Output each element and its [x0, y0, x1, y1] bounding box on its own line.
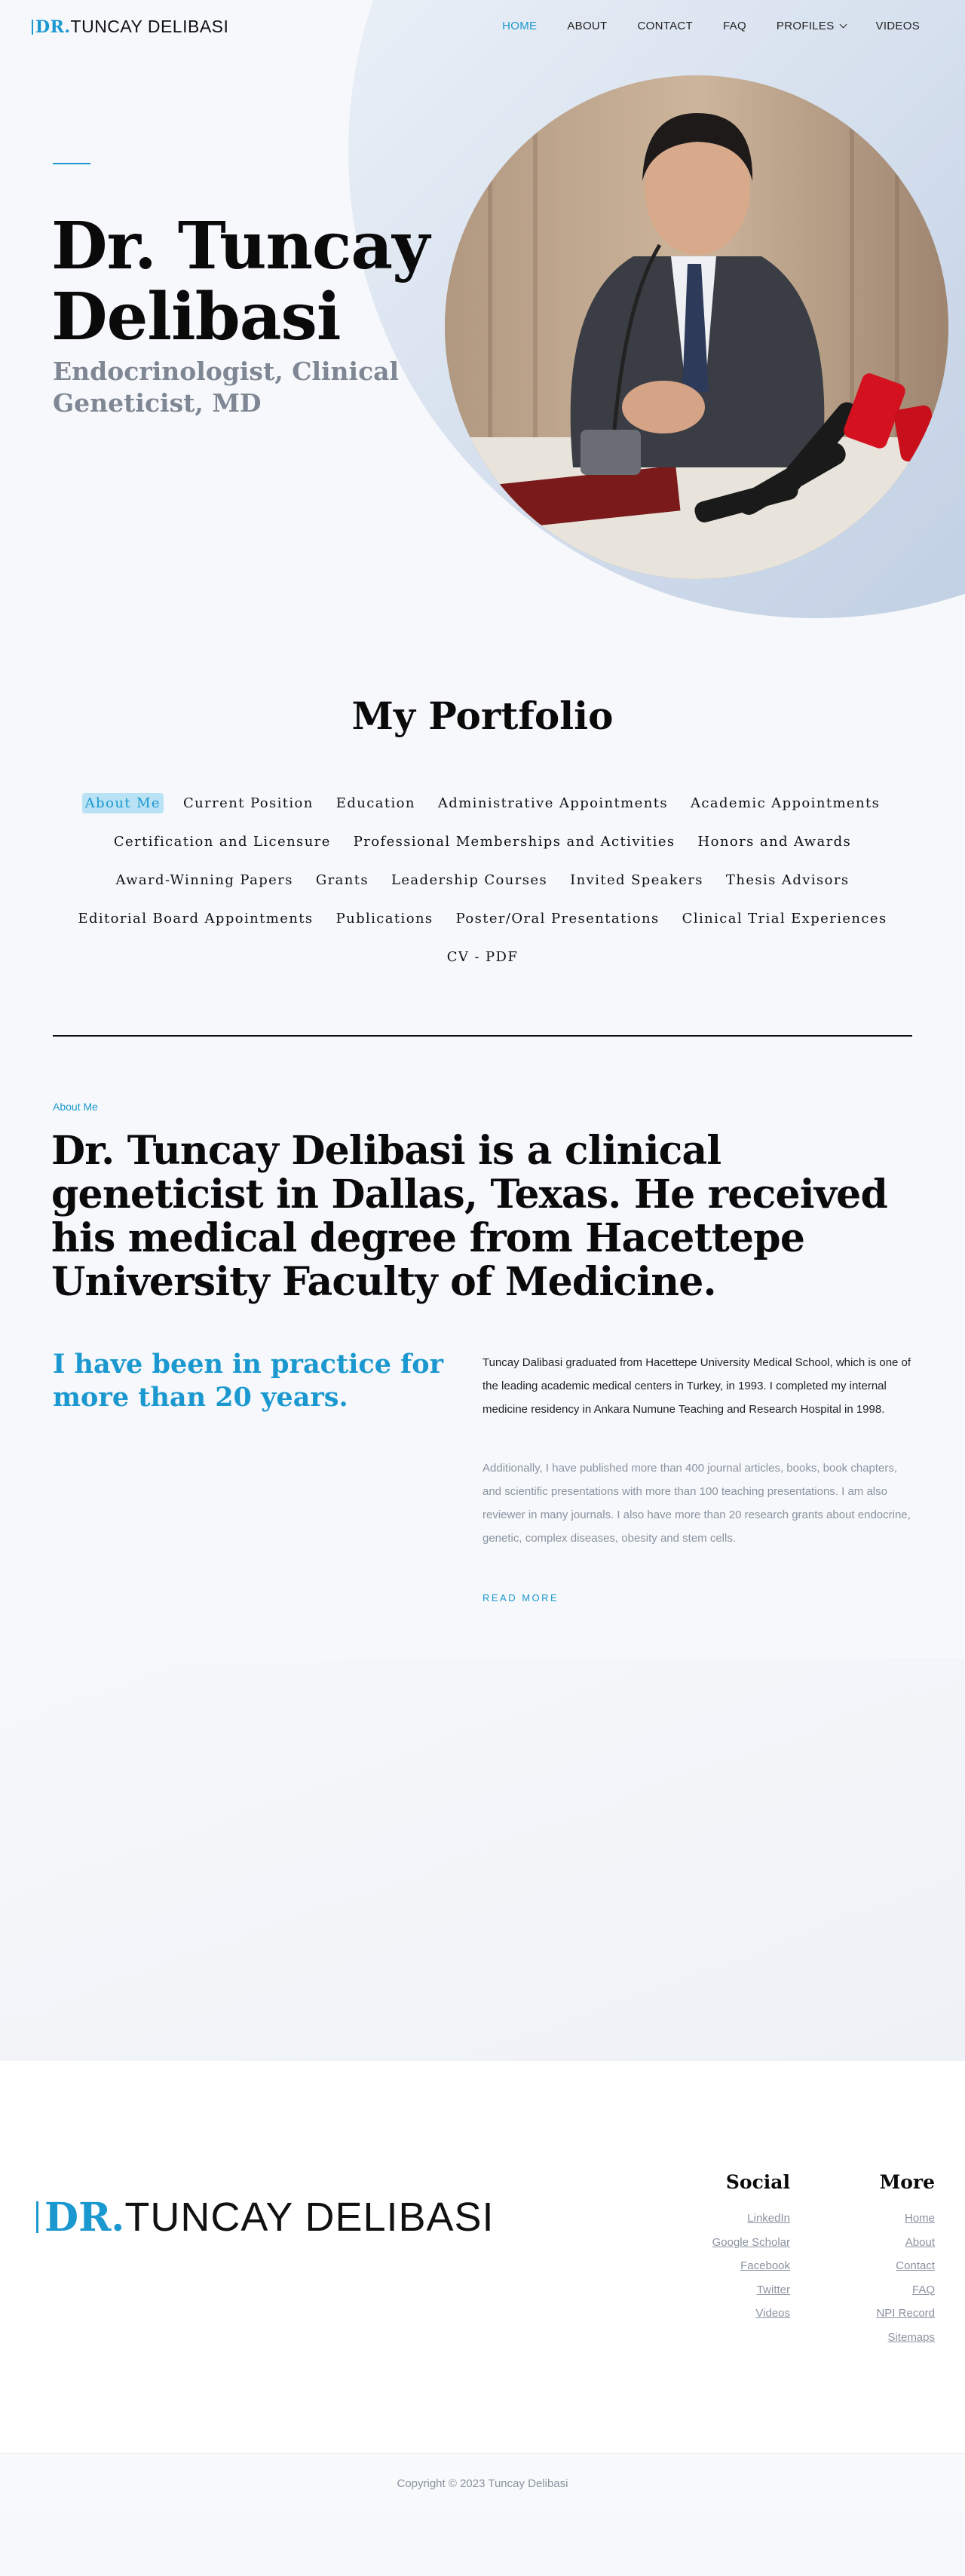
copyright-text: Copyright © 2023 Tuncay Delibasi [397, 2477, 568, 2490]
footer-logo-dr: DR. [44, 2194, 125, 2241]
footer-link-facebook[interactable]: Facebook [740, 2259, 790, 2272]
section-divider [53, 1035, 912, 1037]
logo-bar [32, 20, 33, 35]
tab-poster-oral-presentations[interactable]: Poster/Oral Presentations [455, 911, 660, 927]
tab-about-me[interactable]: About Me [82, 793, 164, 813]
footer-link-about[interactable]: About [905, 2235, 935, 2249]
portfolio-tabs [68, 793, 897, 985]
about-heading: Dr. Tuncay Delibasi is a clinical geneticist in Dallas, Texas. He received his medical degree from Hacettepe University Faculty of Medicine. [51, 1128, 888, 1305]
footer-link-twitter[interactable]: Twitter [756, 2283, 790, 2296]
tab-cv-pdf[interactable]: CV - PDF [446, 949, 519, 965]
footer-social-column [712, 2171, 790, 2326]
about-paragraph-2: Additionally, I have published more than 400 journal articles, books, book chapters, and scientific presentations with more than 100 teaching presentations. I am also reviewer in many journals. I also have more than 20 research grants about endocrine, genetic, complex diseases, obesity and stem cells. [482, 1462, 911, 1545]
logo-dr: DR. [35, 17, 71, 37]
tab-education[interactable]: Education [335, 795, 415, 811]
site-footer [0, 2061, 965, 2453]
nav-videos[interactable]: VIDEOS [875, 20, 920, 32]
tab-row [68, 870, 897, 908]
tab-thesis-advisors[interactable]: Thesis Advisors [725, 872, 850, 888]
hero-subtitle: Endocrinologist, Clinical Geneticist, MD [53, 357, 400, 418]
practice-highlight: I have been in practice for more than 20 years. [53, 1349, 444, 1413]
tab-row [68, 793, 897, 832]
nav-profiles-label: PROFILES [776, 20, 835, 32]
tab-row [68, 947, 897, 985]
footer-link-contact[interactable]: Contact [896, 2259, 935, 2272]
tab-administrative-appointments[interactable]: Administrative Appointments [437, 795, 668, 811]
tab-row [68, 908, 897, 947]
chevron-down-icon [839, 21, 847, 29]
tab-invited-speakers[interactable]: Invited Speakers [570, 872, 703, 888]
nav-profiles[interactable] [777, 20, 846, 32]
tab-editorial-board[interactable]: Editorial Board Appointments [78, 911, 314, 927]
empty-band [0, 1659, 965, 2061]
site-logo[interactable] [32, 17, 228, 37]
footer-link-videos[interactable]: Videos [755, 2307, 790, 2320]
footer-social-title: Social [725, 2171, 790, 2193]
site-header [0, 0, 965, 54]
portrait-illustration [445, 75, 948, 579]
tab-clinical-trial-experiences[interactable]: Clinical Trial Experiences [682, 911, 887, 927]
tab-current-position[interactable]: Current Position [182, 795, 314, 811]
tab-academic-appointments[interactable]: Academic Appointments [690, 795, 881, 811]
footer-more-title: More [879, 2171, 935, 2193]
footer-link-linkedin[interactable]: LinkedIn [747, 2212, 790, 2225]
hero-title: Dr. Tuncay Delibasi [51, 208, 430, 355]
page-bottom [0, 2512, 965, 2576]
logo-name: TUNCAY DELIBASI [70, 17, 229, 36]
tab-publications[interactable]: Publications [335, 911, 433, 927]
hero-accent-line [53, 163, 90, 164]
doctor-portrait-photo [445, 75, 948, 579]
tab-row [68, 832, 897, 870]
nav-faq[interactable]: FAQ [723, 20, 746, 32]
nav-about[interactable]: ABOUT [567, 20, 608, 32]
read-more-link[interactable]: READ MORE [482, 1592, 559, 1603]
tab-professional-memberships[interactable]: Professional Memberships and Activities [353, 834, 676, 850]
footer-link-npi-record[interactable]: NPI Record [876, 2307, 935, 2320]
nav-contact[interactable]: CONTACT [637, 20, 693, 32]
footer-logo-bar [36, 2201, 38, 2233]
footer-more-column [876, 2171, 935, 2349]
about-paragraph-1: Tuncay Dalibasi graduated from Hacettepe University Medical School, which is one of the leading academic medical centers in Turkey, in 1993. I completed my internal medicine residency in Ankara Numune Teaching and Research Hospital in 1998. [482, 1356, 911, 1416]
footer-link-home[interactable]: Home [904, 2212, 935, 2225]
portfolio-title: My Portfolio [351, 694, 614, 738]
tab-honors-awards[interactable]: Honors and Awards [697, 834, 852, 850]
footer-logo[interactable] [36, 2194, 495, 2241]
about-label: About Me [53, 1101, 98, 1113]
footer-logo-name: TUNCAY DELIBASI [124, 2195, 495, 2240]
main-nav [502, 20, 920, 32]
tab-award-winning-papers[interactable]: Award-Winning Papers [115, 872, 293, 888]
footer-link-google-scholar[interactable]: Google Scholar [712, 2235, 790, 2249]
tab-certification-licensure[interactable]: Certification and Licensure [113, 834, 331, 850]
footer-link-faq[interactable]: FAQ [911, 2283, 935, 2296]
tab-grants[interactable]: Grants [315, 872, 369, 888]
footer-link-sitemaps[interactable]: Sitemaps [887, 2330, 935, 2344]
nav-home[interactable]: HOME [502, 20, 538, 32]
tab-leadership-courses[interactable]: Leadership Courses [391, 872, 548, 888]
